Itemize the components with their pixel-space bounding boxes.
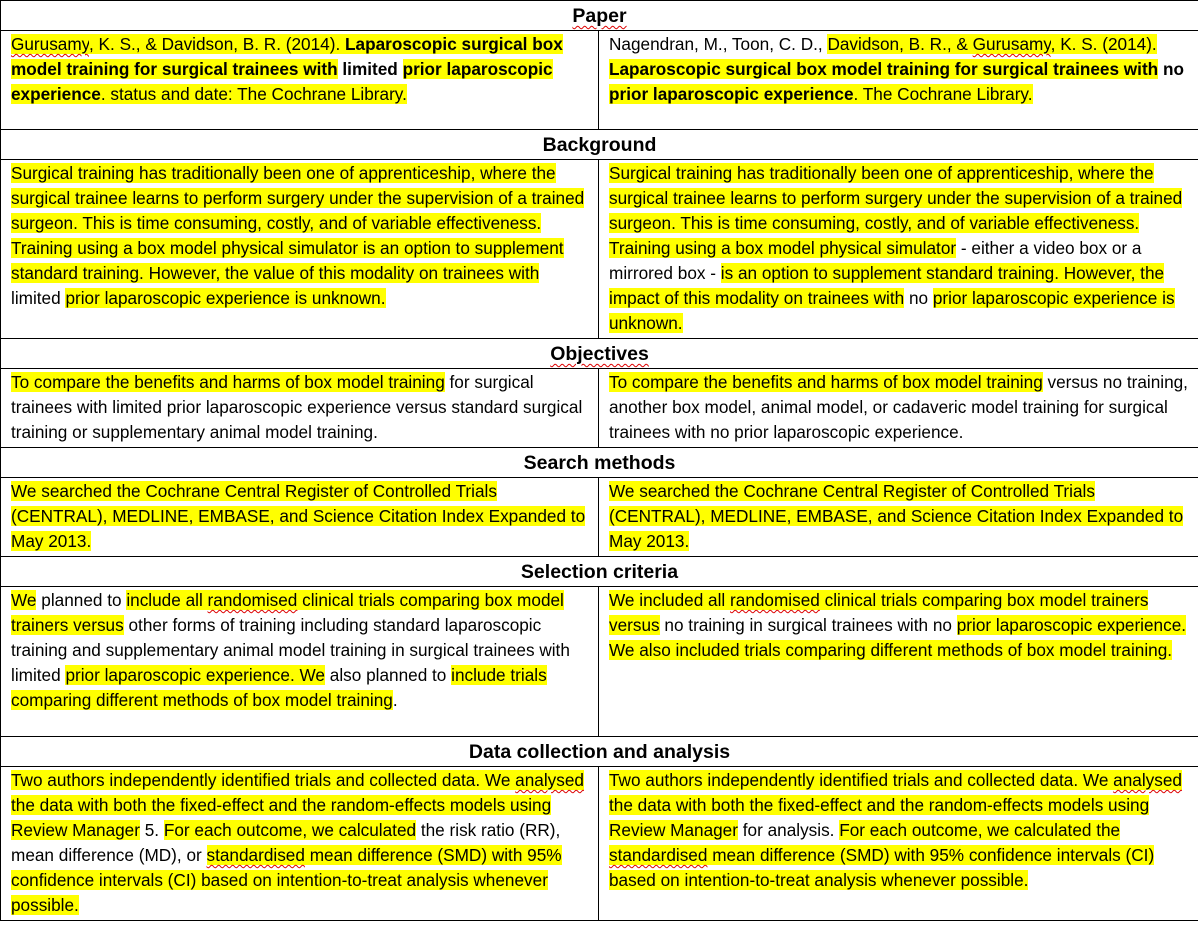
text-run: is an option to supplement standard training. However, the impact of this modality on trainees with xyxy=(609,263,1165,308)
text-run: Laparoscopic surgical box model training for surgical trainees with xyxy=(11,34,563,79)
text-run: other forms of training including standard laparoscopic training and supplementary animal model training in surgical trainees with limited xyxy=(11,615,570,685)
objectives-right-text xyxy=(609,370,1192,445)
text-run: prior laparoscopic experience xyxy=(11,59,553,104)
text-run: mean difference (SMD) with 95% confidence intervals (CI) based on intention-to-treat analysis whenever possible. xyxy=(11,845,562,915)
text-run: no training in surgical trainees with no xyxy=(659,615,957,635)
analysis-right-text xyxy=(609,768,1192,893)
background-row xyxy=(1,160,1198,339)
background-right-cell xyxy=(599,160,1198,339)
text-run: standardised xyxy=(609,845,708,865)
text-run: prior laparoscopic experience is unknown. xyxy=(609,288,1175,333)
text-run: Two authors independently identified trials and collected data. We xyxy=(609,770,1114,790)
text-run: versus no training, another box model, animal model, or cadaveric model training for surgical trainees with no prior laparoscopic experience. xyxy=(609,372,1188,442)
text-run: , K. S., & Davidson, B. R. (2014). xyxy=(89,34,346,54)
text-run: We xyxy=(11,590,37,610)
analysis-header-row xyxy=(1,737,1198,767)
search-row xyxy=(1,478,1198,557)
objectives-row xyxy=(1,369,1198,448)
text-run: the data with both the fixed-effect and the random-effects models using Review Manager xyxy=(11,795,552,840)
section-heading-paper: Paper xyxy=(572,5,627,27)
text-run: no xyxy=(904,288,933,308)
text-run: clinical trials comparing box model trainers versus xyxy=(609,590,1149,635)
text-run: Laparoscopic surgical box model training for surgical trainees with xyxy=(609,59,1159,79)
objectives-right-cell xyxy=(599,369,1198,448)
text-run: To compare the benefits and harms of box model training xyxy=(11,372,445,392)
text-run: . status and date: The Cochrane Library. xyxy=(100,84,407,104)
selection-header-row xyxy=(1,557,1198,587)
text-run: Surgical training has traditionally been one of apprenticeship, where the surgical trainee learns to perform surgery under the supervision of a trained surgeon. This is time consuming, costly, and of variable effectiveness. Training using a box model physical simulator is an option to supplement standard training. However, the value of this modality on trainees with xyxy=(11,163,585,283)
text-run: To compare the benefits and harms of box model training xyxy=(609,372,1043,392)
analysis-row xyxy=(1,767,1198,921)
text-run: analysed xyxy=(515,770,584,790)
text-run: mean difference (SMD) with 95% confidence intervals (CI) based on intention-to-treat analysis whenever possible. xyxy=(609,845,1155,890)
selection-row xyxy=(1,587,1198,737)
search-right-cell xyxy=(599,478,1198,557)
text-run: , K. S. (2014). xyxy=(1050,34,1157,54)
text-run: We searched the Cochrane Central Register of Controlled Trials (CENTRAL), MEDLINE, EMBASE, and Science Citation Index Expanded to May 2013. xyxy=(11,481,586,551)
paper-row xyxy=(1,31,1198,130)
text-run: Gurusamy xyxy=(972,34,1051,54)
analysis-left-cell xyxy=(1,767,599,921)
text-run: prior laparoscopic experience is unknown. xyxy=(65,288,386,308)
text-run: the risk ratio (RR), mean difference (MD), or xyxy=(11,820,561,865)
objectives-left-text xyxy=(11,370,592,445)
selection-left-text xyxy=(11,588,592,713)
text-run: Gurusamy xyxy=(11,34,89,54)
paper-header-row xyxy=(1,1,1198,31)
section-heading-search-methods: Search methods xyxy=(523,452,676,474)
text-run: limited xyxy=(11,288,66,308)
search-left-text xyxy=(11,479,592,554)
text-run: - either a video box or a mirrored box - xyxy=(609,238,1142,283)
search-header-row xyxy=(1,448,1198,478)
text-run: analysed xyxy=(1113,770,1182,790)
text-run: 5. xyxy=(139,820,164,840)
objectives-header-row xyxy=(1,339,1198,369)
text-run: include trials comparing different methods of box model training xyxy=(11,665,547,710)
selection-left-cell xyxy=(1,587,599,737)
text-run: For each outcome, we calculated the xyxy=(839,820,1121,840)
search-left-cell xyxy=(1,478,599,557)
text-run: For each outcome, we calculated xyxy=(163,820,417,840)
analysis-right-cell xyxy=(599,767,1198,921)
background-header-row xyxy=(1,130,1198,160)
text-run: prior laparoscopic experience. We xyxy=(65,665,325,685)
text-run: planned to xyxy=(36,590,127,610)
text-run: the data with both the fixed-effect and the random-effects models using Review Manager xyxy=(609,795,1150,840)
section-heading-background: Background xyxy=(542,134,657,156)
analysis-left-text xyxy=(11,768,592,918)
text-run: include all xyxy=(126,590,208,610)
text-run: prior laparoscopic experience. We also included trials comparing different methods of box model training. xyxy=(609,615,1187,660)
text-run: standardised xyxy=(206,845,305,865)
selection-right-cell xyxy=(599,587,1198,737)
text-run: also planned to xyxy=(325,665,452,685)
text-run: We included all xyxy=(609,590,731,610)
paper-left-cell xyxy=(1,31,599,130)
background-right-text xyxy=(609,161,1192,336)
text-run: for surgical trainees with limited prior laparoscopic experience versus standard surgical training or supplementary animal model training. xyxy=(11,372,583,442)
background-left-cell xyxy=(1,160,599,339)
text-run: randomised xyxy=(730,590,820,610)
text-run: Davidson, B. R., & xyxy=(827,34,973,54)
selection-right-text xyxy=(609,588,1192,663)
text-run: for analysis. xyxy=(737,820,840,840)
text-run: . The Cochrane Library. xyxy=(853,84,1033,104)
text-run: Nagendran, M., Toon, C. D., xyxy=(609,34,828,54)
text-run: We searched the Cochrane Central Register of Controlled Trials (CENTRAL), MEDLINE, EMBASE, and Science Citation Index Expanded to May 2013. xyxy=(609,481,1184,551)
section-heading-data-collection: Data collection and analysis xyxy=(468,741,731,763)
background-left-text xyxy=(11,161,592,311)
search-right-text xyxy=(609,479,1192,554)
text-run: limited xyxy=(337,59,403,79)
text-run: Two authors independently identified trials and collected data. We xyxy=(11,770,516,790)
paper-right-cell xyxy=(599,31,1198,130)
paper-left-text xyxy=(11,32,592,107)
text-run: Surgical training has traditionally been one of apprenticeship, where the surgical trainee learns to perform surgery under the supervision of a trained surgeon. This is time consuming, costly, and of variable effectiveness. Training using a box model physical simulator xyxy=(609,163,1183,258)
text-run: randomised xyxy=(207,590,298,610)
text-run: no xyxy=(1158,59,1184,79)
text-run: prior laparoscopic experience xyxy=(609,84,854,104)
text-run: . xyxy=(392,690,398,710)
section-heading-selection-criteria: Selection criteria xyxy=(520,561,679,583)
objectives-left-cell xyxy=(1,369,599,448)
text-run: clinical trials comparing box model trainers versus xyxy=(11,590,564,635)
section-heading-objectives: Objectives xyxy=(550,343,649,365)
paper-right-text xyxy=(609,32,1192,107)
